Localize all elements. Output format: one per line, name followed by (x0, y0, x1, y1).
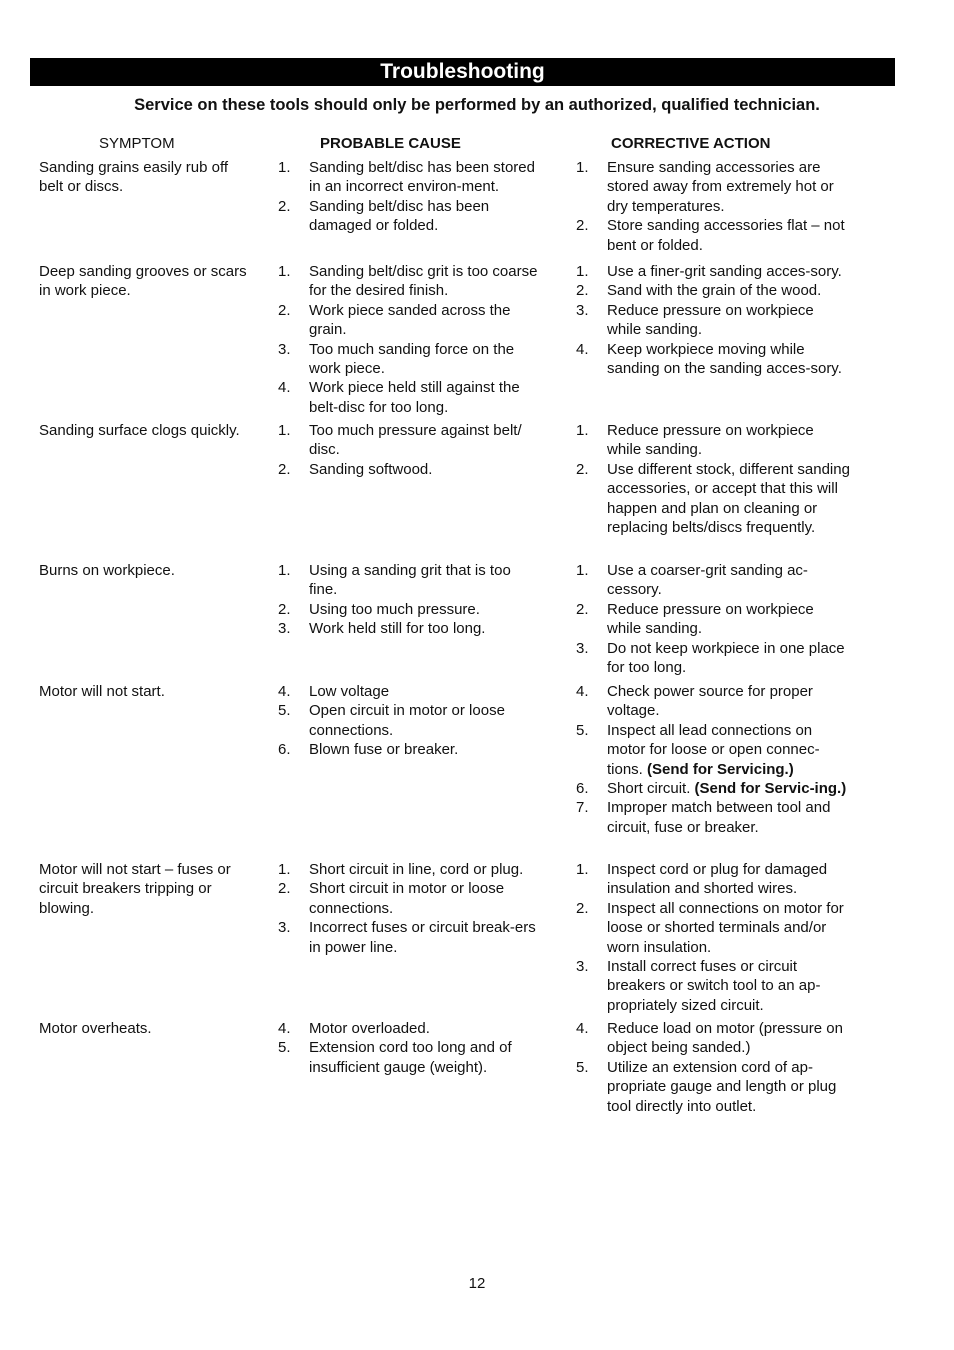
item-text (607, 1019, 851, 1058)
item-number: 3. (278, 340, 291, 358)
cause-list (278, 1019, 543, 1077)
item-text (607, 158, 851, 216)
item-number: 5. (576, 1058, 589, 1076)
action-item (576, 158, 851, 216)
cause-item (278, 460, 543, 479)
item-text-regular: Sanding belt/disc has been stored in an incorrect environ-ment. (309, 159, 535, 196)
item-text-regular: Use a coarser-grit sanding ac-cessory. (607, 562, 808, 599)
item-text-regular: Too much sanding force on the work piece. (309, 340, 515, 378)
cause-item (278, 1038, 543, 1077)
item-number: 4. (278, 1020, 291, 1037)
item-text (607, 682, 851, 721)
item-number: 2. (576, 899, 589, 917)
item-text-regular: Sanding belt/disc grit is too coarse for the desired finish. (309, 263, 538, 300)
symptom-text: Motor overheats. (39, 1020, 152, 1037)
action-item (576, 301, 851, 340)
action-item (576, 600, 851, 639)
action-item (576, 798, 851, 837)
cause-item (278, 158, 543, 197)
item-number: 5. (576, 721, 589, 739)
cause-list (278, 262, 543, 417)
item-text (607, 779, 851, 798)
item-text-regular: Too much pressure against belt/ disc. (309, 422, 522, 459)
item-number: 5. (278, 702, 291, 720)
title-bar (30, 58, 895, 86)
item-number: 1. (576, 263, 589, 280)
item-number: 2. (576, 460, 589, 478)
item-number: 4. (576, 340, 589, 358)
action-item (576, 460, 851, 538)
item-number: 6. (278, 741, 291, 759)
item-text-bold: (Send for Servicing.) (647, 760, 794, 778)
item-text (309, 378, 543, 417)
item-text-regular: Open circuit in motor or loose connections. (309, 702, 505, 739)
item-text (607, 281, 851, 300)
item-text (309, 1038, 543, 1077)
action-list (576, 262, 851, 378)
item-number: 3. (278, 919, 291, 937)
cause-item (278, 860, 543, 879)
item-text-regular: Using too much pressure. (309, 600, 480, 618)
symptom-text: Burns on workpiece. (39, 562, 175, 579)
item-text (309, 561, 543, 600)
item-text-regular: Sanding belt/disc has been damaged or folded. (309, 197, 490, 235)
item-text (309, 860, 543, 879)
item-text-regular: Store sanding accessories flat – not bent or folded. (607, 217, 845, 254)
item-number: 3. (278, 620, 291, 638)
cause-list (278, 158, 543, 236)
action-item (576, 779, 851, 798)
action-list (576, 682, 851, 837)
item-number: 6. (576, 780, 589, 798)
item-number: 2. (278, 197, 291, 215)
item-number: 3. (576, 958, 589, 976)
action-item (576, 721, 851, 779)
item-text-regular: Work piece held still against the belt-disc for too long. (309, 379, 520, 416)
item-text-regular: Blown fuse or breaker. (309, 741, 459, 759)
action-list (576, 860, 851, 1015)
item-text (607, 561, 851, 600)
item-text-regular: Inspect all connections on motor for loose or shorted terminals and/or worn insulation. (607, 899, 844, 956)
item-text (309, 197, 543, 236)
item-number: 1. (576, 159, 589, 176)
action-item (576, 281, 851, 300)
cause-item (278, 561, 543, 600)
item-text-regular: Do not keep workpiece in one place for too long. (607, 639, 845, 677)
item-text-regular: Check power source for proper voltage. (607, 683, 813, 720)
item-number: 7. (576, 799, 589, 817)
item-text (607, 899, 851, 957)
item-text (309, 421, 543, 460)
action-item (576, 216, 851, 255)
cause-list (278, 421, 543, 479)
item-text (607, 860, 851, 899)
item-number: 3. (576, 639, 589, 657)
cause-item (278, 421, 543, 460)
cause-item (278, 918, 543, 957)
item-number: 1. (576, 422, 589, 439)
action-item (576, 1058, 851, 1116)
item-number: 1. (576, 562, 589, 579)
cause-item (278, 378, 543, 417)
item-text (607, 639, 851, 678)
item-number: 2. (576, 600, 589, 618)
item-text-regular: Keep workpiece moving while sanding on the sanding acces-sory. (607, 340, 842, 378)
action-item (576, 639, 851, 678)
item-number: 2. (576, 217, 589, 235)
item-text-regular: Reduce pressure on workpiece while sanding. (607, 600, 814, 638)
item-text-regular: Motor overloaded. (309, 1020, 430, 1037)
item-text (309, 619, 543, 638)
item-text-regular: Install correct fuses or circuit breakers or switch tool to an ap-propriately sized circuit. (607, 958, 821, 1014)
action-list (576, 421, 851, 537)
item-text (607, 340, 851, 379)
cause-list (278, 682, 543, 760)
item-text-regular: Incorrect fuses or circuit break-ers in power line. (309, 919, 536, 956)
item-number: 2. (278, 880, 291, 898)
item-text (607, 798, 851, 837)
item-text-regular: Inspect all lead connections on motor for loose or open connec-tions. (607, 721, 820, 778)
symptom-text: Motor will not start – fuses or circuit breakers tripping or blowing. (39, 861, 231, 917)
item-text (309, 158, 543, 197)
item-text (607, 301, 851, 340)
cause-item (278, 701, 543, 740)
item-text-regular: Use a finer-grit sanding acces-sory. (607, 263, 842, 280)
item-text-regular: Work held still for too long. (309, 620, 486, 638)
action-item (576, 340, 851, 379)
action-item (576, 899, 851, 957)
item-text (309, 701, 543, 740)
item-text-regular: Reduce pressure on workpiece while sanding. (607, 422, 814, 459)
header-probable-cause: PROBABLE CAUSE (320, 135, 461, 152)
service-warning: Service on these tools should only be performed by an authorized, qualified technician. (134, 96, 820, 114)
item-text-regular: Reduce load on motor (pressure on object being sanded.) (607, 1020, 843, 1057)
item-text (607, 1058, 851, 1116)
cause-item (278, 600, 543, 619)
action-list (576, 1019, 851, 1116)
item-text-regular: Extension cord too long and of insufficient gauge (weight). (309, 1039, 512, 1076)
item-number: 4. (278, 683, 291, 700)
action-item (576, 262, 851, 281)
item-number: 4. (576, 1020, 589, 1037)
item-text (607, 460, 851, 538)
item-text (309, 460, 543, 479)
item-number: 3. (576, 301, 589, 319)
cause-item (278, 682, 543, 701)
item-text (309, 340, 543, 379)
item-number: 1. (278, 263, 291, 280)
item-number: 2. (278, 301, 291, 319)
action-list (576, 158, 851, 255)
symptom-text: Sanding grains easily rub off belt or discs. (39, 159, 229, 196)
item-number: 1. (576, 861, 589, 878)
cause-list (278, 561, 543, 639)
action-list (576, 561, 851, 677)
page-title: Troubleshooting (380, 60, 545, 83)
symptom-text: Motor will not start. (39, 683, 165, 700)
cause-item (278, 301, 543, 340)
cause-item (278, 197, 543, 236)
action-item (576, 1019, 851, 1058)
cause-item (278, 1019, 543, 1038)
item-text-regular: Using a sanding grit that is too fine. (309, 562, 511, 599)
action-item (576, 682, 851, 721)
item-number: 4. (576, 683, 589, 700)
item-text (309, 879, 543, 918)
item-number: 1. (278, 562, 291, 579)
item-text (607, 957, 851, 1015)
page-number: 12 (468, 1275, 486, 1292)
item-text (607, 721, 851, 779)
action-item (576, 561, 851, 600)
cause-list (278, 860, 543, 957)
item-text (607, 421, 851, 460)
item-text (309, 682, 543, 701)
symptom-text: Deep sanding grooves or scars in work piece. (39, 263, 247, 300)
item-text (309, 918, 543, 957)
item-text-regular: Use different stock, different sanding accessories, or accept that this will happen and plan on cleaning or replacing belts/discs frequently. (607, 460, 850, 537)
item-text-regular: Utilize an extension cord of ap-propriate gauge and length or plug tool directly into outlet. (607, 1058, 837, 1115)
item-text-regular: Short circuit in line, cord or plug. (309, 861, 524, 878)
item-number: 2. (576, 282, 589, 300)
item-text (309, 301, 543, 340)
item-text-bold: (Send for Servic-ing.) (694, 780, 847, 798)
item-text (309, 740, 543, 759)
item-text (607, 262, 851, 281)
cause-item (278, 619, 543, 638)
header-symptom: SYMPTOM (99, 135, 175, 152)
action-item (576, 957, 851, 1015)
item-number: 1. (278, 159, 291, 176)
item-text-regular: Sanding softwood. (309, 460, 433, 478)
item-text-regular: Improper match between tool and circuit, fuse or breaker. (607, 799, 831, 836)
item-text-regular: Reduce pressure on workpiece while sanding. (607, 301, 814, 339)
item-text-regular: Work piece sanded across the grain. (309, 301, 511, 339)
item-text (607, 216, 851, 255)
item-text (309, 600, 543, 619)
cause-item (278, 740, 543, 759)
action-item (576, 421, 851, 460)
item-text-regular: Short circuit. (607, 780, 691, 798)
cause-item (278, 879, 543, 918)
item-text (309, 1019, 543, 1038)
item-text (607, 600, 851, 639)
item-number: 2. (278, 600, 291, 618)
item-text-regular: Ensure sanding accessories are stored away from extremely hot or dry temperatures. (607, 159, 834, 215)
item-text-regular: Short circuit in motor or loose connections. (309, 880, 505, 917)
cause-item (278, 340, 543, 379)
symptom-text: Sanding surface clogs quickly. (39, 422, 240, 439)
header-corrective-action: CORRECTIVE ACTION (611, 135, 771, 152)
item-number: 5. (278, 1039, 291, 1057)
item-text (309, 262, 543, 301)
cause-item (278, 262, 543, 301)
item-text-regular: Low voltage (309, 683, 390, 700)
item-text-regular: Sand with the grain of the wood. (607, 282, 822, 300)
item-number: 1. (278, 422, 291, 439)
item-number: 4. (278, 379, 291, 397)
item-number: 2. (278, 460, 291, 478)
item-text-regular: Inspect cord or plug for damaged insulation and shorted wires. (607, 861, 828, 898)
action-item (576, 860, 851, 899)
item-number: 1. (278, 861, 291, 878)
